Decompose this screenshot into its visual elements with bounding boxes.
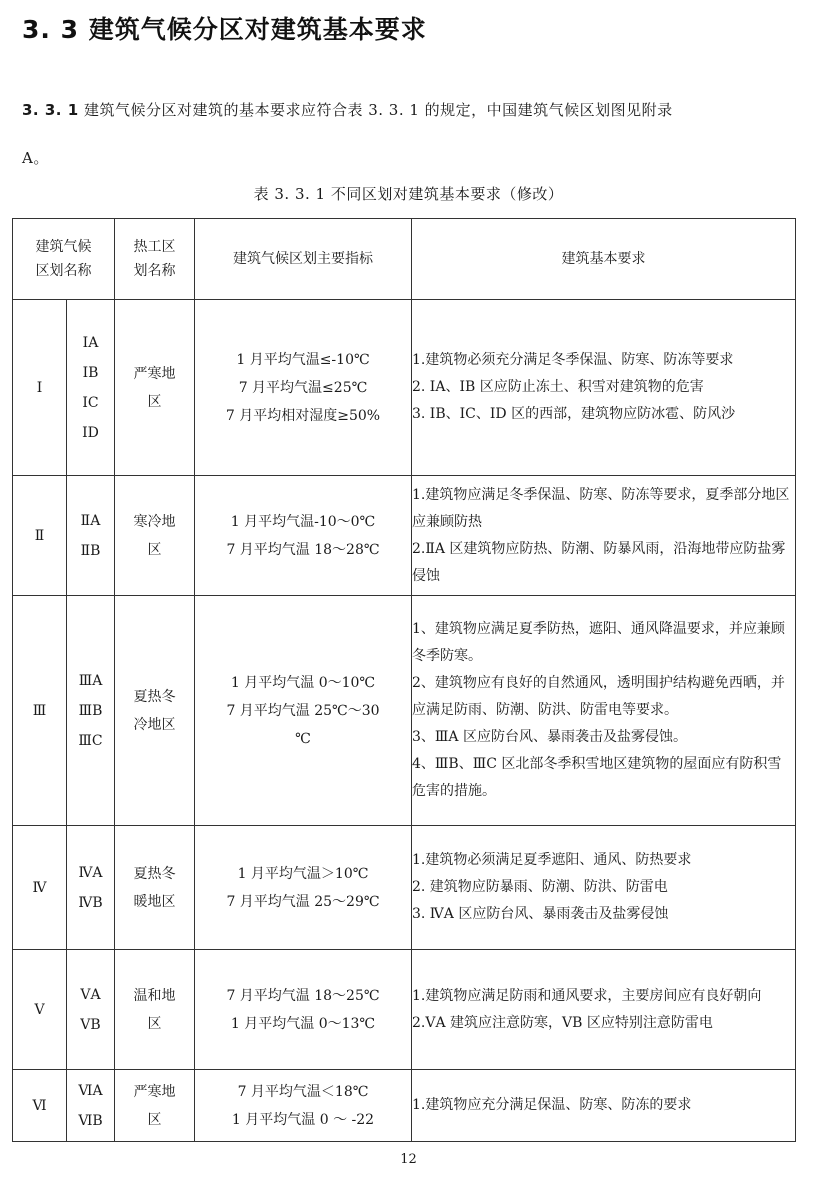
subzone-label: ⅥB [78, 1112, 103, 1129]
thermal-zone-cell [115, 300, 195, 476]
indicator-line: 1 月平均气温 0～10℃ [230, 674, 376, 691]
requirement-item: 3、ⅢA 区应防台风、暴雨袭击及盐雾侵蚀。 [412, 729, 687, 745]
indicators-cell [195, 596, 412, 826]
thermal-zone-cell [115, 476, 195, 596]
thermal-zone-cell [115, 1070, 195, 1142]
thermal-zone-line: 暖地区 [133, 893, 176, 910]
requirement-item: 1.建筑物必须满足夏季遮阳、通风、防热要求 [412, 852, 692, 868]
subzone-label: ⅣA [78, 864, 103, 881]
requirements-cell [412, 596, 796, 826]
table-row [13, 1070, 796, 1142]
indicator-line: 7 月平均气温＜18℃ [237, 1083, 369, 1100]
subzone-label: ⅢA [78, 672, 103, 689]
table-row [13, 950, 796, 1070]
subzone-cell [67, 596, 115, 826]
subzone-cell [67, 476, 115, 596]
zone-cell: Ⅵ [13, 1070, 67, 1142]
indicator-line: 7 月平均气温 18～25℃ [226, 987, 380, 1004]
thermal-zone-line: 寒冷地 [133, 513, 176, 530]
subzone-label: ⅢC [78, 732, 103, 749]
subzone-cell [67, 950, 115, 1070]
subzone-label: ⅣB [78, 894, 103, 911]
table-header-row [13, 219, 796, 300]
header-zone-line-2: 区划名称 [35, 263, 92, 279]
zone-cell: Ⅴ [13, 950, 67, 1070]
indicators-cell [195, 300, 412, 476]
requirement-item: 1.建筑物应充分满足保温、防寒、防冻的要求 [412, 1097, 692, 1113]
thermal-zone-line: 严寒地 [133, 365, 176, 382]
thermal-zone-line: 严寒地 [133, 1083, 176, 1100]
thermal-zone-line: 区 [147, 1015, 162, 1032]
indicator-line: 7 月平均相对湿度≥50% [225, 407, 381, 424]
requirement-item: 1.建筑物必须充分满足冬季保温、防寒、防冻等要求 [412, 352, 734, 368]
requirement-item: 2.ⅤA 建筑应注意防寒，ⅤB 区应特别注意防雷电 [412, 1014, 713, 1031]
requirement-item: 1.建筑物应满足冬季保温、防寒、防冻等要求，夏季部分地区应兼顾防热 [412, 486, 790, 530]
indicators-cell [195, 1070, 412, 1142]
subzone-label: ⅢB [78, 702, 103, 719]
thermal-zone-line: 冷地区 [133, 716, 176, 733]
thermal-zone-line: 夏热冬 [133, 688, 176, 705]
intro-paragraph [22, 86, 802, 182]
thermal-zone-line: 区 [147, 393, 162, 410]
requirements-cell [412, 300, 796, 476]
indicators-cell [195, 476, 412, 596]
requirement-item: 2. 建筑物应防暴雨、防潮、防洪、防雷电 [412, 879, 668, 895]
table-row [13, 300, 796, 476]
requirement-item: 2. ⅠA、ⅠB 区应防止冻土、积雪对建筑物的危害 [412, 379, 704, 395]
subzone-label: ⅠD [82, 424, 99, 441]
subzone-cell [67, 826, 115, 950]
zone-cell: Ⅲ [13, 596, 67, 826]
subzone-cell [67, 300, 115, 476]
indicator-line: 1 月平均气温＞10℃ [237, 865, 369, 882]
requirement-item: 1、建筑物应满足夏季防热，遮阳、通风降温要求，并应兼顾冬季防寒。 [412, 621, 785, 664]
subzone-label: ⅡA [80, 512, 101, 529]
section-number: 3. 3 [22, 15, 79, 44]
climate-zone-table [12, 218, 796, 1142]
thermal-zone-line: 夏热冬 [133, 865, 176, 882]
thermal-zone-line: 区 [147, 1111, 162, 1128]
requirements-cell [412, 1070, 796, 1142]
requirements-cell [412, 826, 796, 950]
section-heading [22, 10, 427, 46]
subzone-label: ⅠC [82, 394, 99, 411]
header-thermal-line-2: 划名称 [133, 263, 176, 279]
header-requirements: 建筑基本要求 [412, 219, 796, 300]
thermal-zone-cell [115, 826, 195, 950]
indicators-cell [195, 826, 412, 950]
requirement-item: 2、建筑物应有良好的自然通风，透明围护结构避免西晒，并应满足防雨、防潮、防洪、防雷电等要求。 [412, 675, 785, 718]
thermal-zone-line: 区 [147, 541, 162, 558]
intro-line-2: A。 [22, 149, 49, 167]
header-thermal-line-1: 热工区 [133, 239, 176, 255]
header-indicators: 建筑气候区划主要指标 [195, 219, 412, 300]
requirement-item: 3. ⅣA 区应防台风、暴雨袭击及盐雾侵蚀 [412, 906, 669, 922]
subzone-cell [67, 1070, 115, 1142]
table-row [13, 476, 796, 596]
table-row [13, 826, 796, 950]
zone-cell: Ⅰ [13, 300, 67, 476]
subzone-label: ⅡB [80, 542, 101, 559]
header-zone [13, 219, 115, 300]
indicator-line: 1 月平均气温 0 ～ -22 [231, 1111, 375, 1128]
zone-cell: Ⅱ [13, 476, 67, 596]
intro-line-1: 建筑气候分区对建筑的基本要求应符合表 3. 3. 1 的规定，中国建筑气候区划图见附录 [83, 101, 673, 119]
zone-cell: Ⅳ [13, 826, 67, 950]
page-number: 12 [400, 1152, 417, 1167]
indicator-line: 7 月平均气温 18～28℃ [226, 541, 380, 558]
indicator-line: 7 月平均气温 25～29℃ [226, 893, 380, 910]
section-title: 建筑气候分区对建筑基本要求 [88, 15, 427, 44]
indicator-line: 7 月平均气温 25℃～30 [226, 702, 380, 719]
subzone-label: ⅤA [80, 986, 101, 1003]
header-thermal [115, 219, 195, 300]
table-caption: 表 3. 3. 1 不同区划对建筑基本要求（修改） [253, 185, 564, 203]
table-body [13, 300, 796, 1142]
thermal-zone-cell [115, 950, 195, 1070]
requirement-item: 1.建筑物应满足防雨和通风要求，主要房间应有良好朝向 [412, 987, 762, 1004]
subzone-label: ⅥA [78, 1082, 103, 1099]
header-zone-line-1: 建筑气候 [35, 239, 92, 255]
subzone-label: ⅤB [80, 1016, 101, 1033]
requirements-cell [412, 950, 796, 1070]
indicators-cell [195, 950, 412, 1070]
subzone-label: ⅠB [82, 364, 99, 381]
subzone-label: ⅠA [82, 334, 99, 351]
requirement-item: 3. ⅠB、ⅠC、ⅠD 区的西部，建筑物应防冰雹、防风沙 [412, 406, 736, 422]
indicator-line: 7 月平均气温≤25℃ [238, 379, 368, 396]
indicator-line: ℃ [295, 730, 311, 747]
indicator-line: 1 月平均气温 0～13℃ [230, 1015, 376, 1032]
table-row [13, 596, 796, 826]
requirements-cell [412, 476, 796, 596]
clause-number: 3. 3. 1 [22, 101, 79, 119]
requirement-item: 4、ⅢB、ⅢC 区北部冬季积雪地区建筑物的屋面应有防积雪危害的措施。 [412, 756, 782, 799]
requirement-item: 2.ⅡA 区建筑物应防热、防潮、防暴风雨，沿海地带应防盐雾侵蚀 [412, 540, 786, 584]
thermal-zone-line: 温和地 [133, 987, 176, 1004]
thermal-zone-cell [115, 596, 195, 826]
indicator-line: 1 月平均气温≤-10℃ [236, 351, 370, 368]
indicator-line: 1 月平均气温-10～0℃ [230, 513, 376, 530]
